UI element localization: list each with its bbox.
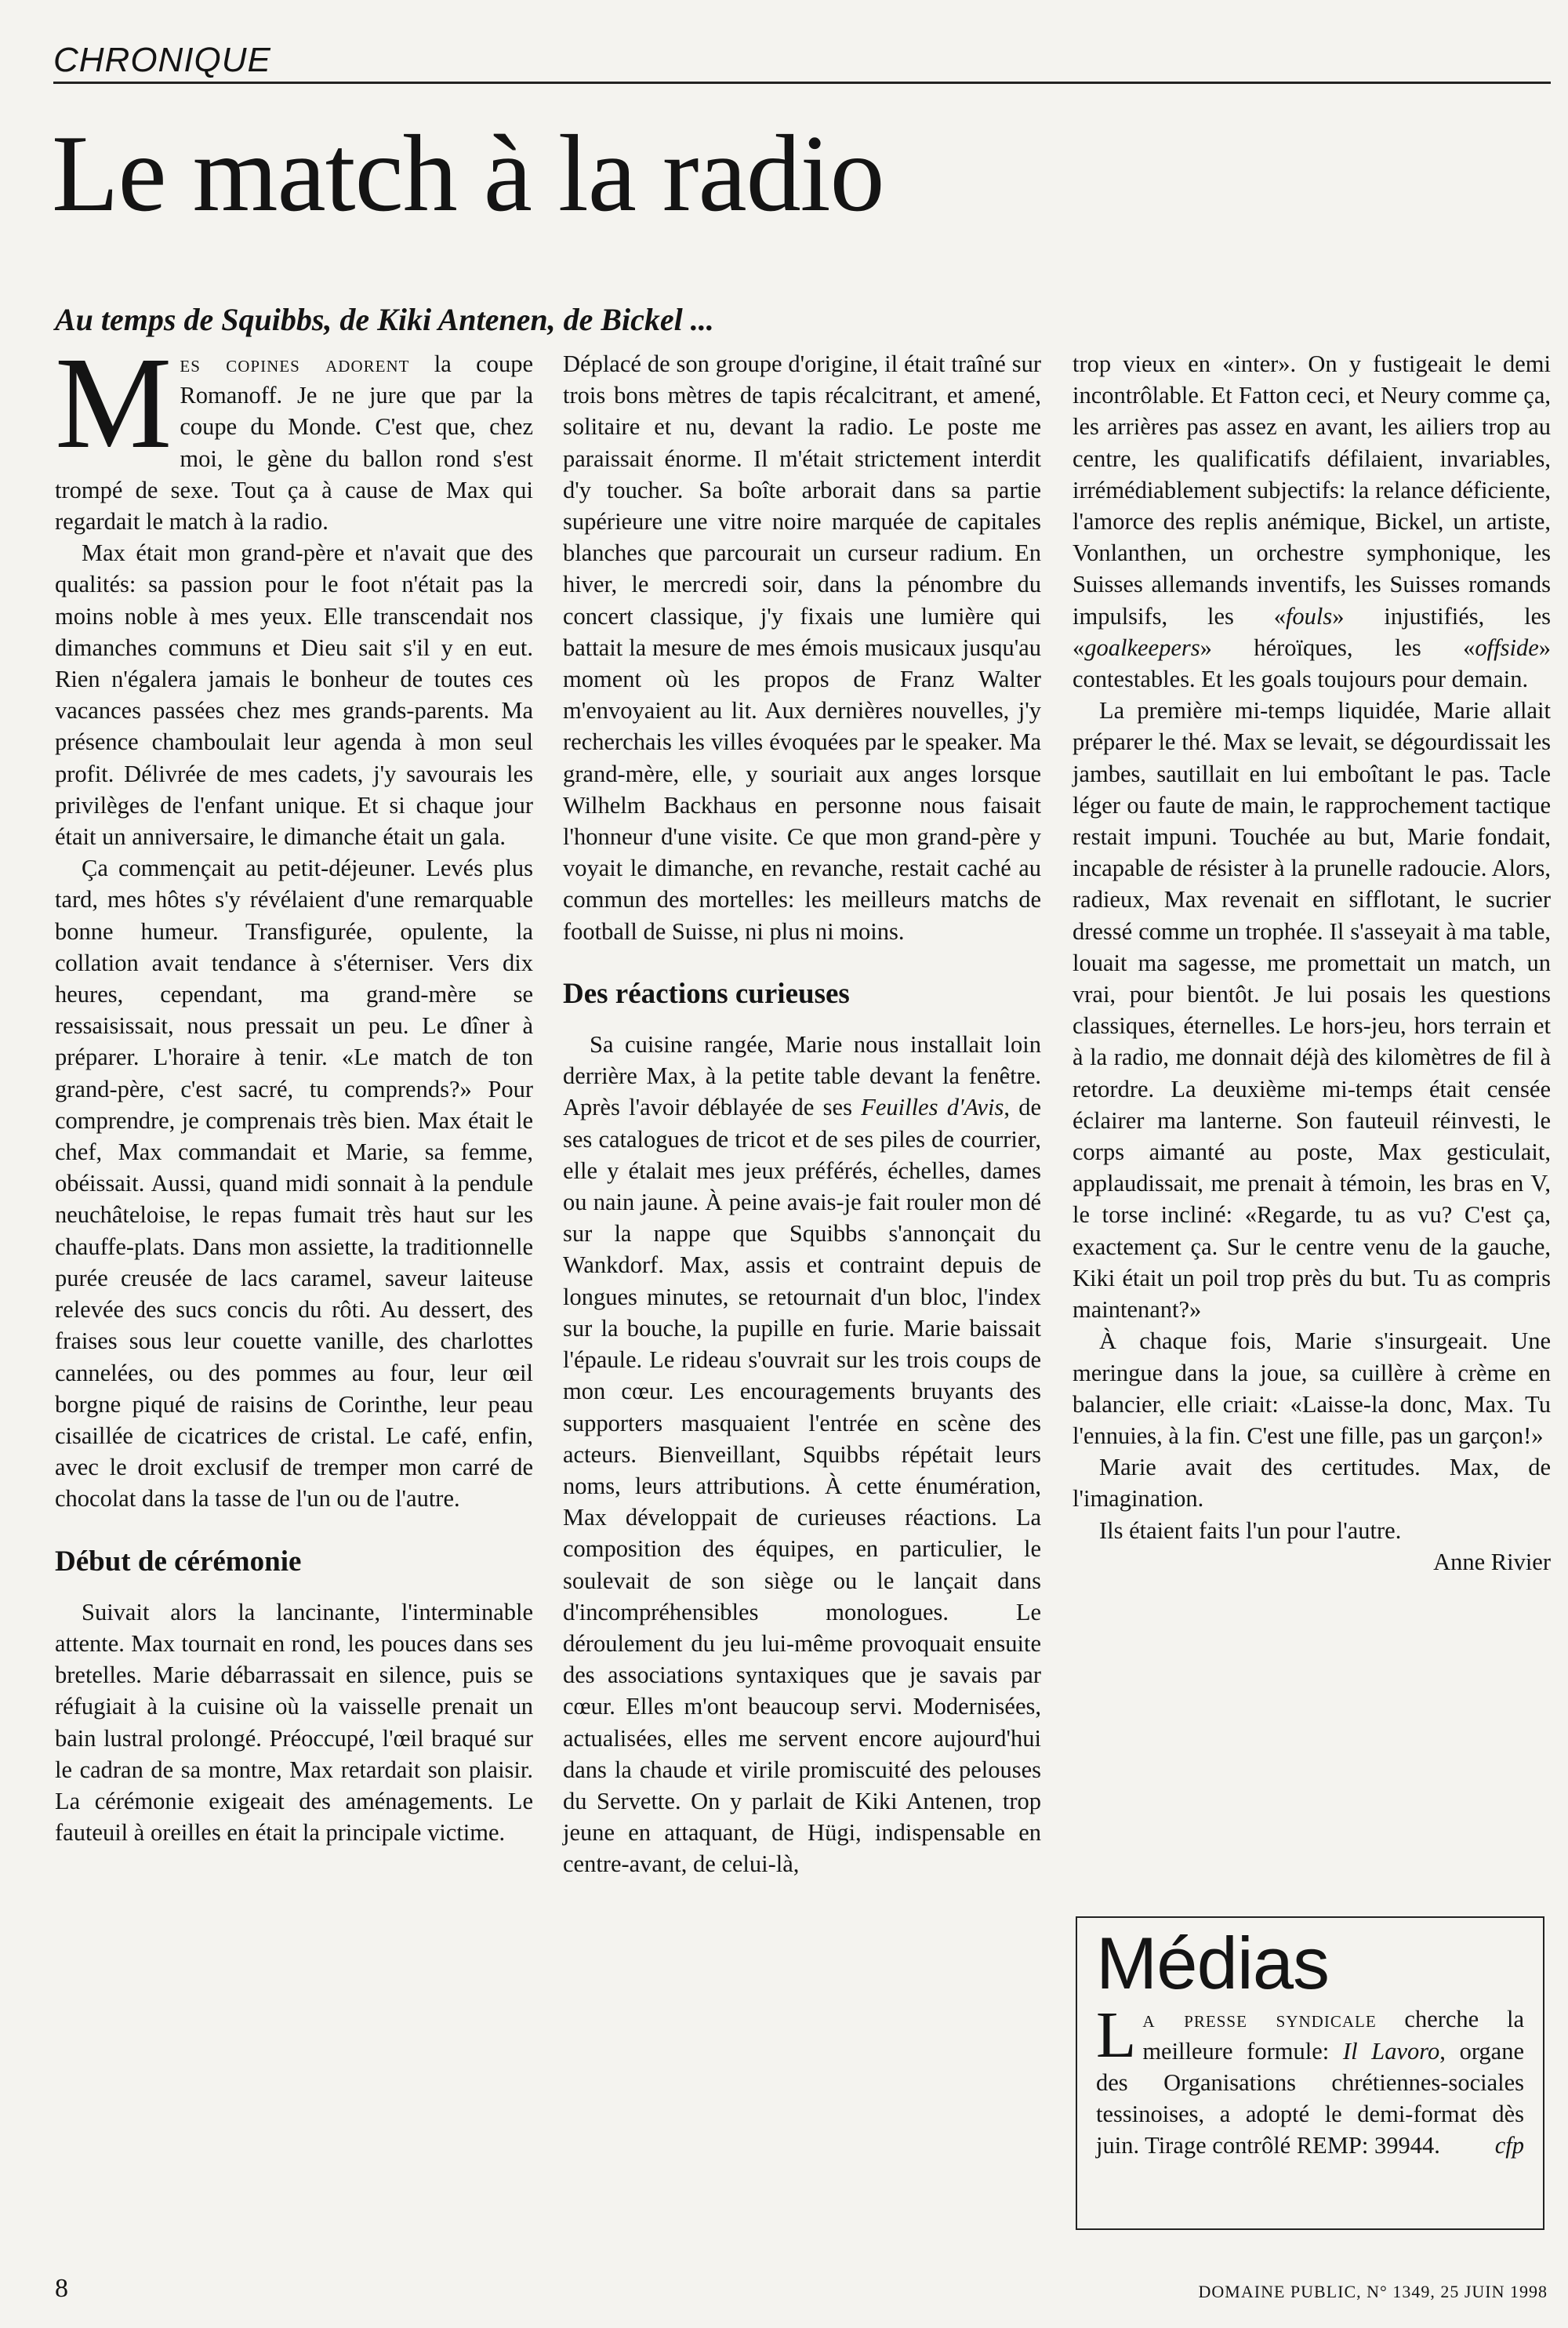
paragraph-11: Ils étaient faits l'un pour l'autre.: [1099, 1516, 1402, 1544]
box-text: La presse syndicale cherche la meilleure formule: Il Lavoro, organe des Organisations chrétiennes-sociales tessinoises, a adopté le demi-format dès juin. Tirage contrôlé REMP: 39944. cfp: [1096, 2003, 1524, 2161]
header-rule: [53, 82, 1551, 84]
paragraph-5: Déplacé de son groupe d'origine, il était traîné sur trois bons mètres de tapis récalcitrant, et amené, solitaire et nu, devant la radio. Le poste me paraissait énorme. Il m'était strictement interdit d'y toucher. Sa boîte arborait dans sa partie supérieure une vitre noire marquée de capitales blanches que parcourait un curseur radium. En hiver, le mercredi soir, dans la pénombre du concert classique, j'y fixais une lumière qui battait la mesure de mes émois musicaux jusqu'au moment où les propos de Franz Walter m'envoyaient au lit. Aux dernières nouvelles, j'y recherchais les villes évoquées par le speaker. Ma grand-mère, elle, y souriait aux anges lorsque Wilhelm Backhaus en personne nous faisait l'honneur d'une visite. Ce que mon grand-père y voyait le dimanche, en revanche, restait caché au commun des mortelles: les meilleurs matchs de football de Suisse, ni plus ni moins.: [563, 350, 1041, 945]
section-rubric: CHRONIQUE: [53, 41, 271, 79]
paragraph-4: Suivait alors la lancinante, l'interminable attente. Max tournait en rond, les pouces dans ses bretelles. Marie débarrassait en silence, puis se réfugiait à la cuisine où la vaisselle prenait un bain lustral prolongé. Préoccupé, l'œil braqué sur le cadran de sa montre, Max retardait son plaisir. La cérémonie exigeait des aménagements. Le fauteuil à oreilles en était la principale victime.: [55, 1598, 533, 1847]
page-number: 8: [55, 2274, 68, 2303]
column-3: [1073, 348, 1551, 1578]
box-title: Médias: [1096, 1922, 1330, 2004]
box-drop-cap: L: [1096, 1999, 1137, 2072]
drop-cap: M: [55, 330, 172, 476]
section-heading-1: Début de cérémonie: [55, 1545, 302, 1578]
paragraph-9: À chaque fois, Marie s'insurgeait. Une meringue dans la joue, sa cuillère à crème en balancier, elle criait: «Laisse-la donc, Max. Tu l'ennuies, à la fin. C'est une fille, pas un garçon!»: [1073, 1327, 1551, 1449]
column-1: [55, 330, 533, 1848]
paragraph-7: trop vieux en «inter». On y fustigeait le demi incontrôlable. Et Fatton ceci, et Neury comme ça, les arrières pas assez en avant, les ailiers trop au centre, les qualificatifs défilaient, invariables, irrémédiablement subjectifs: la relance déficiente, l'amorce des replis anémique, Bickel, un artiste, Vonlanthen, un orchestre symphonique, les Suisses allemands inventifs, les Suisses romands impulsifs, les «fouls» injustifiés, les «goalkeepers» héroïques, les «offside» contestables. Et les goals toujours pour demain.: [1073, 350, 1551, 693]
author-signature: Anne Rivier: [1433, 1548, 1551, 1575]
paragraph-6: Sa cuisine rangée, Marie nous installait loin derrière Max, à la petite table devant la fenêtre. Après l'avoir déblayée de ses Feuilles d'Avis, de ses catalogues de tricot et de ses piles de courrier, elle y étalait mes jeux préférés, échelles, dames ou nain jaune. À peine avais-je fait rouler mon dé sur la nappe que Squibbs s'annonçait du Wankdorf. Max, assis et contraint depuis de longues minutes, se retournait d'un bloc, l'index sur la bouche, la pupille en furie. Marie baissait l'épaule. Le rideau s'ouvrait sur les trois coups de mon cœur. Les encouragements bruyants des supporters masquaient l'entrée en scène des acteurs. Bienveillant, Squibbs répétait leurs noms, leurs attributions. À cette énumération, Max développait de curieuses réactions. La composition des équipes, en particulier, le soulevait de son siège ou le lançait dans d'incompréhensibles monologues. Le déroulement du jeu lui-même provoquait ensuite des associations syntaxiques que je savais par cœur. Elles m'ont beaucoup servi. Modernisées, actualisées, elles me servent encore aujourd'hui dans la chaude et virile promiscuité des pelouses du Servette. On y parlait de Kiki Antenen, trop jeune en attaquant, de Hügi, indispensable en centre-avant, de celui-là,: [563, 1031, 1041, 1878]
paragraph-8: La première mi-temps liquidée, Marie allait préparer le thé. Max se levait, se dégourdissait les jambes, sautillait en lui emboîtant le pas. Tacle léger ou faute de main, le rapprochement tactique restait impuni. Touchée au but, Marie fondait, incapable de résister à la prunelle radoucie. Alors, radieux, Max revenait en sifflotant, le sucrier dressé comme un trophée. Il s'asseyait à ma table, louait ma sagesse, me promettait un match, un vrai, pour bientôt. Je lui posais les questions classiques, éternelles. Le hors-jeu, hors terrain et à la radio, me donnait déjà des kilomètres de fil à retordre. La deuxième mi-temps était censée éclairer ma lanterne. Son fauteuil réinvesti, le corps aimanté au poste, Max gesticulait, applaudissait, me prenait à témoin, les bras en V, le torse incliné: «Regarde, tu as vu? C'est ça, exactement ça. Sur le centre venu de la gauche, Kiki était un poil trop près du but. Tu as compris maintenant?»: [1073, 697, 1551, 1324]
issue-info: DOMAINE PUBLIC, N° 1349, 25 JUIN 1998: [1198, 2282, 1548, 2301]
box-signature: cfp: [1494, 2132, 1524, 2159]
paragraph-2: Max était mon grand-père et n'avait que des qualités: sa passion pour le foot n'était pas la moins noble à mes yeux. Elle transcendait nos dimanches communs et Dieu sait s'il y en eut. Rien n'égalera jamais le bonheur de toutes ces vacances passées chez mes grands-parents. Ma présence chamboulait leur agenda à mon seul profit. Délivrée de mes cadets, j'y savourais les privilèges de l'enfant unique. Et si chaque jour était un anniversaire, le dimanche était un gala.: [55, 539, 533, 851]
column-2: [563, 348, 1041, 1880]
paragraph-10: Marie avait des certitudes. Max, de l'imagination.: [1073, 1454, 1551, 1513]
medias-box: [1076, 1916, 1544, 2230]
article-title: Le match à la radio: [52, 113, 884, 234]
paragraph-3: Ça commençait au petit-déjeuner. Levés plus tard, mes hôtes s'y révélaient d'une remarquable bonne humeur. Transfigurée, opulente, la collation avait tendance à s'éterniser. Vers dix heures, cependant, ma grand-mère se ressaisissait, nous pressait un peu. Le dîner à préparer. L'horaire à tenir. «Le match de ton grand-père, c'est sacré, tu comprends?» Pour comprendre, je comprenais très bien. Max était le chef, Max commandait et Marie, sa femme, obéissait. Aussi, quand midi sonnait à la pendule neuchâteloise, le repas fumait très haut sur les chauffe-plats. Dans mon assiette, la traditionnelle purée creusée de lacs caramel, saveur laiteuse relevée des sucs concis du rôti. Au dessert, des fraises sous leur couette vanille, des charlottes cannelées, ou des pommes au four, leur œil borgne piqué de raisins de Corinthe, leur peau cisaillée de cicatrices de cristal. Le café, enfin, avec le droit exclusif de tremper mon carré de chocolat dans la tasse de l'un ou de l'autre.: [55, 855, 533, 1513]
article-subtitle: Au temps de Squibbs, de Kiki Antenen, de Bickel ...: [55, 302, 714, 337]
section-heading-2: Des réactions curieuses: [563, 977, 850, 1010]
lead-smallcaps: es copines adorent: [180, 350, 410, 377]
paragraph-1: Mes copines adorent la coupe Romanoff. Je ne jure que par la coupe du Monde. C'est que, chez moi, le gène du ballon rond s'est trompé de sexe. Tout ça à cause de Max qui regardait le match à la radio.: [55, 330, 533, 536]
